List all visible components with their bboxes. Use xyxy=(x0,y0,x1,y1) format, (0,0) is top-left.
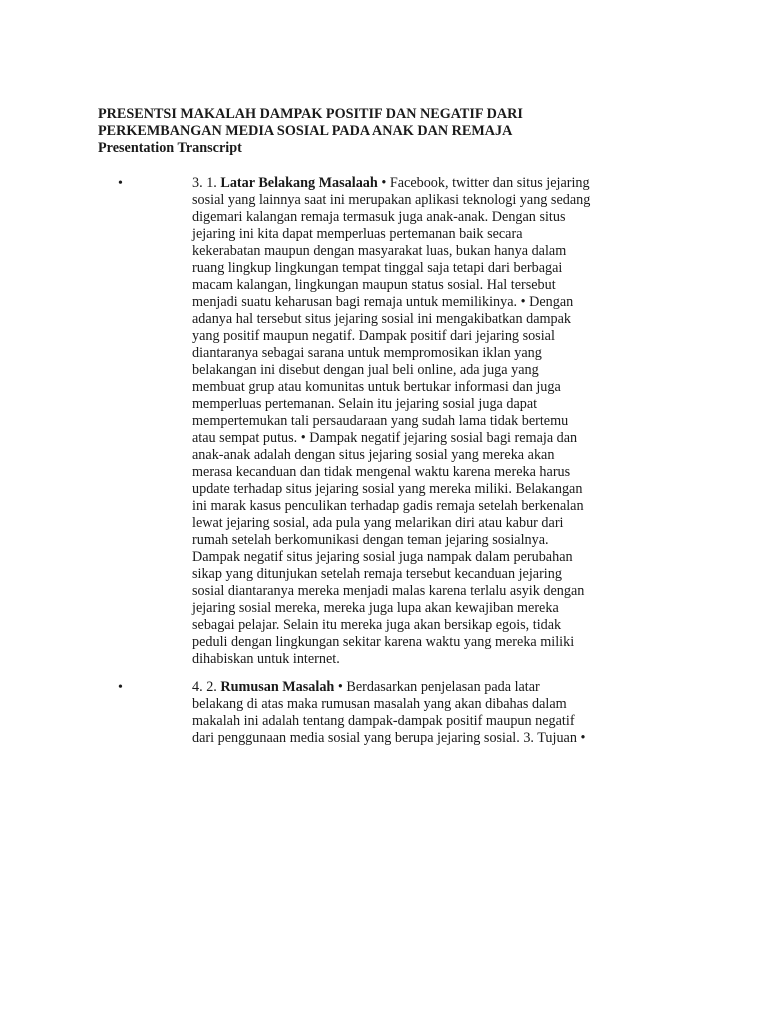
item-heading: Rumusan Masalah xyxy=(220,679,335,695)
item-first-line xyxy=(192,679,645,696)
item-line: anak-anak adalah dengan situs jejaring sosial yang mereka akan xyxy=(192,447,555,463)
item-line: sosial diantaranya mereka menjadi malas karena terlalu asyik dengan xyxy=(192,583,585,599)
item-line: peduli dengan lingkungan sekitar karena waktu yang mereka miliki xyxy=(192,634,575,650)
item-line: memperluas pertemanan. Selain itu jejaring sosial juga dapat xyxy=(192,396,538,412)
title-line-2: PERKEMBANGAN MEDIA SOSIAL PADA ANAK DAN REMAJA xyxy=(98,123,513,139)
bullet-icon: • xyxy=(118,176,123,191)
item-line: merasa kecanduan dan tidak mengenal waktu karena mereka harus xyxy=(192,464,571,480)
item-line: update terhadap situs jejaring sosial yang mereka miliki. Belakangan xyxy=(192,481,583,497)
item-line: menjadi suatu keharusan bagi remaja untuk memilikinya. • Dengan xyxy=(192,294,574,310)
item-line: diantaranya sebagai sarana untuk mempromosikan iklan yang xyxy=(192,345,542,361)
item-line: belakang di atas maka rumusan masalah yang akan dibahas dalam xyxy=(192,696,567,712)
item-line: kekerabatan maupun dengan masyarakat luas, bukan hanya dalam xyxy=(192,243,567,259)
item-line: sosial yang lainnya saat ini merupakan aplikasi teknologi yang sedang xyxy=(192,192,591,208)
item-line: dari penggunaan media sosial yang berupa jejaring sosial. 3. Tujuan • xyxy=(192,730,586,746)
item-line: makalah ini adalah tentang dampak-dampak positif maupun negatif xyxy=(192,713,575,729)
item-prefix: 4. 2. xyxy=(192,679,221,695)
title-line-1: PRESENTSI MAKALAH DAMPAK POSITIF DAN NEGATIF DARI xyxy=(98,106,523,122)
item-line: macam kalangan, lingkungan maupun status sosial. Hal tersebut xyxy=(192,277,556,293)
document-title xyxy=(98,106,598,140)
item-line: adanya hal tersebut situs jejaring sosial ini mengakibatkan dampak xyxy=(192,311,572,327)
list-item xyxy=(98,679,645,747)
item-line: jejaring ini kita dapat memperluas pertemanan baik secara xyxy=(192,226,523,242)
list-item xyxy=(98,175,645,668)
item-line: mempertemukan tali persaudaraan yang sudah lama tidak bertemu xyxy=(192,413,569,429)
item-line: atau sempat putus. • Dampak negatif jejaring sosial bagi remaja dan xyxy=(192,430,578,446)
document-page xyxy=(98,106,598,746)
item-line: jejaring sosial mereka, mereka juga lupa akan kewajiban mereka xyxy=(192,600,559,616)
item-line: belakangan ini disebut dengan jual beli online, ada juga yang xyxy=(192,362,539,378)
item-line: rumah setelah berkomunikasi dengan teman jejaring sosialnya. xyxy=(192,532,549,548)
item-line: yang positif maupun negatif. Dampak positif dari jejaring sosial xyxy=(192,328,555,344)
document-subtitle: Presentation Transcript xyxy=(98,140,242,156)
item-line: • Berdasarkan penjelasan pada latar xyxy=(334,679,540,695)
bullet-icon: • xyxy=(118,680,123,695)
item-line: membuat grup atau komunitas untuk bertukar informasi dan juga xyxy=(192,379,561,395)
item-first-line xyxy=(192,175,645,192)
item-prefix: 3. 1. xyxy=(192,175,221,191)
item-line: dihabiskan untuk internet. xyxy=(192,651,340,667)
item-line: ini marak kasus penculikan terhadap gadis remaja setelah berkenalan xyxy=(192,498,584,514)
item-line: ruang lingkup lingkungan tempat tinggal saja tetapi dari berbagai xyxy=(192,260,563,276)
item-line: Dampak negatif situs jejaring sosial juga nampak dalam perubahan xyxy=(192,549,573,565)
item-line: digemari kalangan remaja termasuk juga anak-anak. Dengan situs xyxy=(192,209,566,225)
item-line: sebagai pelajar. Selain itu mereka juga akan bersikap egois, tidak xyxy=(192,617,562,633)
item-line: • Facebook, twitter dan situs jejaring xyxy=(377,175,590,191)
item-line: lewat jejaring sosial, ada pula yang melarikan diri atau kabur dari xyxy=(192,515,564,531)
item-heading: Latar Belakang Masalaah xyxy=(220,175,378,191)
item-line: sikap yang ditunjukan setelah remaja tersebut kecanduan jejaring xyxy=(192,566,562,582)
